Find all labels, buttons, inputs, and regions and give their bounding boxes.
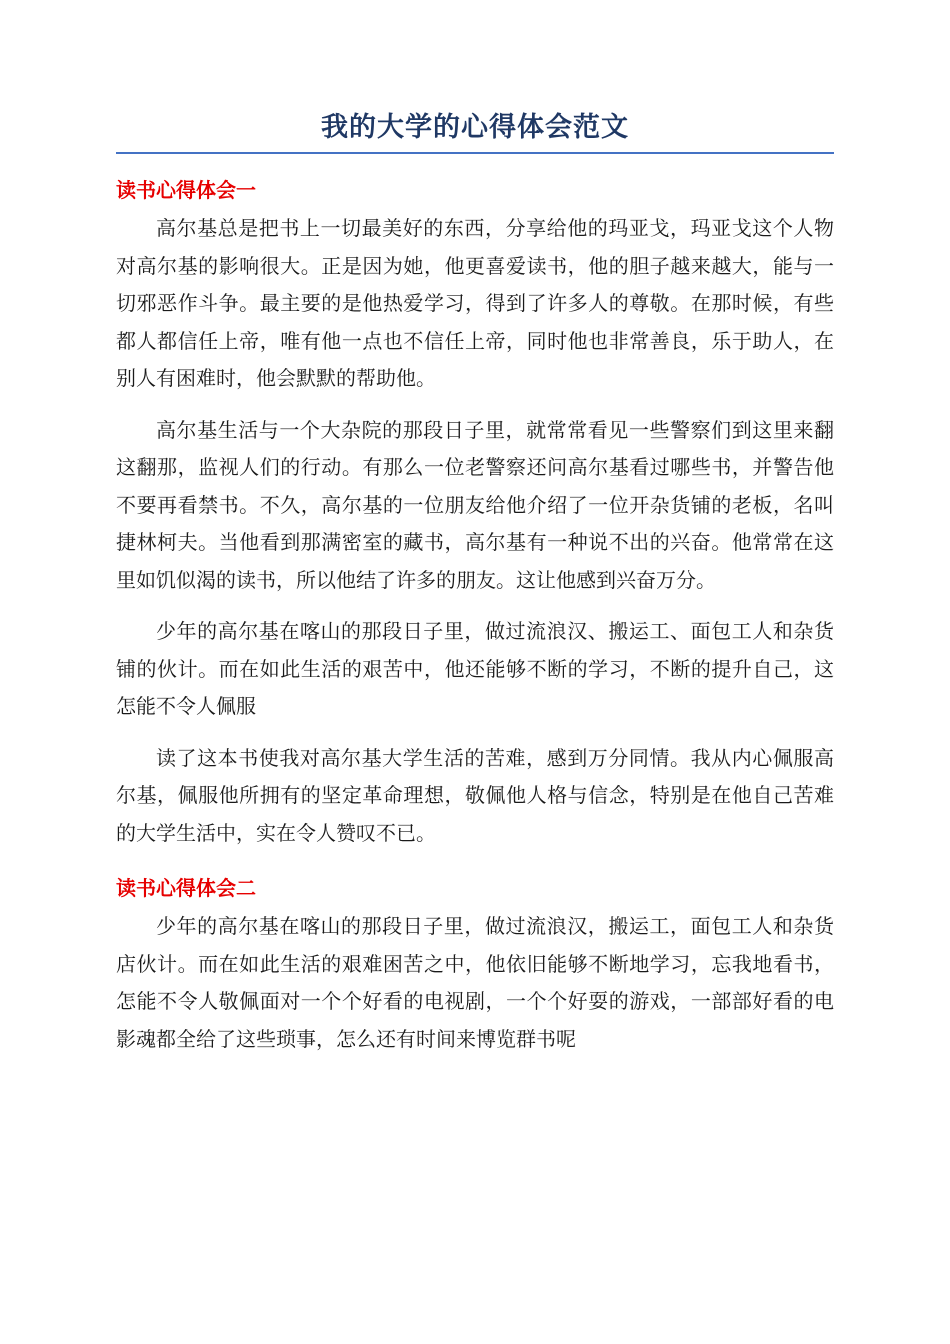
section-heading: 读书心得体会二: [116, 876, 256, 900]
section-2: [116, 874, 834, 1058]
body-paragraph: 高尔基生活与一个大杂院的那段日子里，就常常看见一些警察们到这里来翻这翻那，监视人们的行动。有那么一位老警察还问高尔基看过哪些书，并警告他不要再看禁书。不久，高尔基的一位朋友给他介绍了一位开杂货铺的老板，名叫捷林柯夫。当他看到那满密室的藏书，高尔基有一种说不出的兴奋。他常常在这里如饥似渴的读书，所以他结了许多的朋友。这让他感到兴奋万分。: [116, 417, 834, 592]
body-paragraph: 少年的高尔基在喀山的那段日子里，做过流浪汉，搬运工，面包工人和杂货店伙计。而在如此生活的艰难困苦之中，他依旧能够不断地学习，忘我地看书，怎能不令人敬佩面对一个个好看的电视剧，一个个好耍的游戏，一部部好看的电影魂都全给了这些琐事，怎么还有时间来博览群书呢: [116, 914, 834, 1051]
body-paragraph: 读了这本书使我对高尔基大学生活的苦难，感到万分同情。我从内心佩服高尔基，佩服他所拥有的坚定革命理想，敬佩他人格与信念，特别是在他自己苦难的大学生活中，实在令人赞叹不已。: [116, 745, 834, 845]
document-title: 我的大学的心得体会范文: [116, 108, 834, 154]
document-page: [116, 108, 834, 1072]
section-heading: 读书心得体会一: [116, 178, 256, 202]
section-1: [116, 176, 834, 852]
body-paragraph: 少年的高尔基在喀山的那段日子里，做过流浪汉、搬运工、面包工人和杂货铺的伙计。而在如此生活的艰苦中，他还能够不断的学习，不断的提升自己，这怎能不令人佩服: [116, 619, 834, 718]
body-paragraph: 高尔基总是把书上一切最美好的东西，分享给他的玛亚戈，玛亚戈这个人物对高尔基的影响很大。正是因为她，他更喜爱读书，他的胆子越来越大，能与一切邪恶作斗争。最主要的是他热爱学习，得到了许多人的尊敬。在那时候，有些都人都信任上帝，唯有他一点也不信任上帝，同时他也非常善良，乐于助人，在别人有困难时，他会默默的帮助他。: [116, 216, 834, 390]
